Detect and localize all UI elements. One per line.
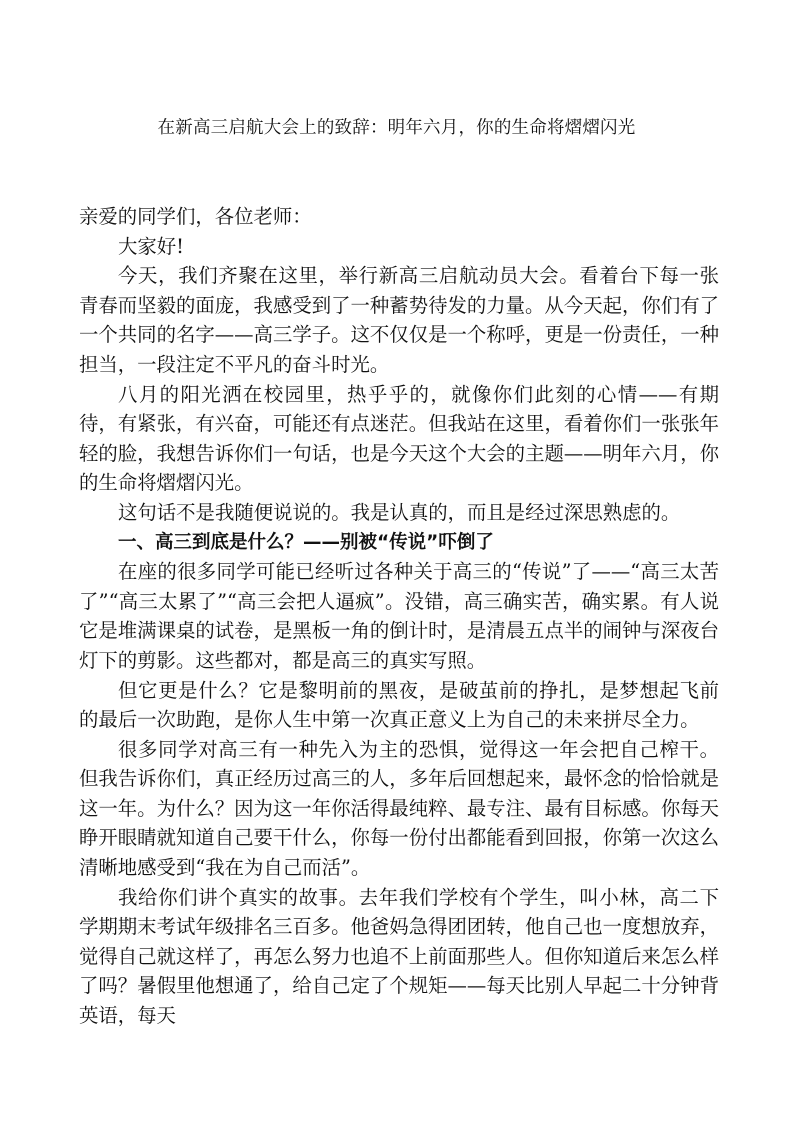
paragraph: 这句话不是我随便说说的。我是认真的，而且是经过深思熟虑的。 bbox=[118, 500, 681, 524]
paragraph: 很多同学对高三有一种先入为主的恐惧，觉得这一年会把自己榨干。但我告诉你们，真正经历过高三的人，多年后回想起来，最怀念的恰恰就是这一年。为什么？因为这一年你活得最纯粹、最专注、最有目标感。你每天睁开眼睛就知道自己要干什么，你每一份付出都能看到回报，你第一次这么清晰地感受到“我在为自己而活”。 bbox=[79, 737, 719, 880]
paragraph: 今天，我们齐聚在这里，举行新高三启航动员大会。看着台下每一张青春而坚毅的面庞，我感受到了一种蓄势待发的力量。从今天起，你们有了一个共同的名字——高三学子。这不仅仅是一个称呼，更是一份责任，一种担当，一段注定不平凡的奋斗时光。 bbox=[79, 264, 719, 376]
paragraph: 我给你们讲个真实的故事。去年我们学校有个学生，叫小林，高二下学期期末考试年级排名三百多。他爸妈急得团团转，他自己也一度想放弃，觉得自己就这样了，再怎么努力也追不上前面那些人。但你知道后来怎么样了吗？暑假里他想通了，给自己定了个规矩——每天比别人早起二十分钟背英语，每天 bbox=[79, 885, 719, 1028]
document-body bbox=[79, 202, 719, 1031]
document-title: 在新高三启航大会上的致辞：明年六月，你的生命将熠熠闪光 bbox=[157, 118, 636, 138]
greeting: 大家好! bbox=[118, 234, 184, 258]
paragraph: 在座的很多同学可能已经听过各种关于高三的“传说”了——“高三太苦了”“高三太累了”“高三会把人逼疯”。没错，高三确实苦，确实累。有人说它是堆满课桌的试卷，是黑板一角的倒计时，是清晨五点半的闹钟与深夜台灯下的剪影。这些都对，都是高三的真实写照。 bbox=[79, 560, 719, 672]
section-heading: 一、高三到底是什么？——别被“传说”吓倒了 bbox=[118, 531, 494, 553]
paragraph: 但它更是什么？它是黎明前的黑夜，是破茧前的挣扎，是梦想起飞前的最后一次助跑，是你人生中第一次真正意义上为自己的未来拼尽全力。 bbox=[79, 678, 719, 732]
paragraph: 八月的阳光洒在校园里，热乎乎的，就像你们此刻的心情——有期待，有紧张，有兴奋，可能还有点迷茫。但我站在这里，看着你们一张张年轻的脸，我想告诉你们一句话，也是今天这个大会的主题——明年六月，你的生命将熠熠闪光。 bbox=[79, 382, 719, 495]
salutation: 亲爱的同学们，各位老师： bbox=[79, 205, 312, 228]
